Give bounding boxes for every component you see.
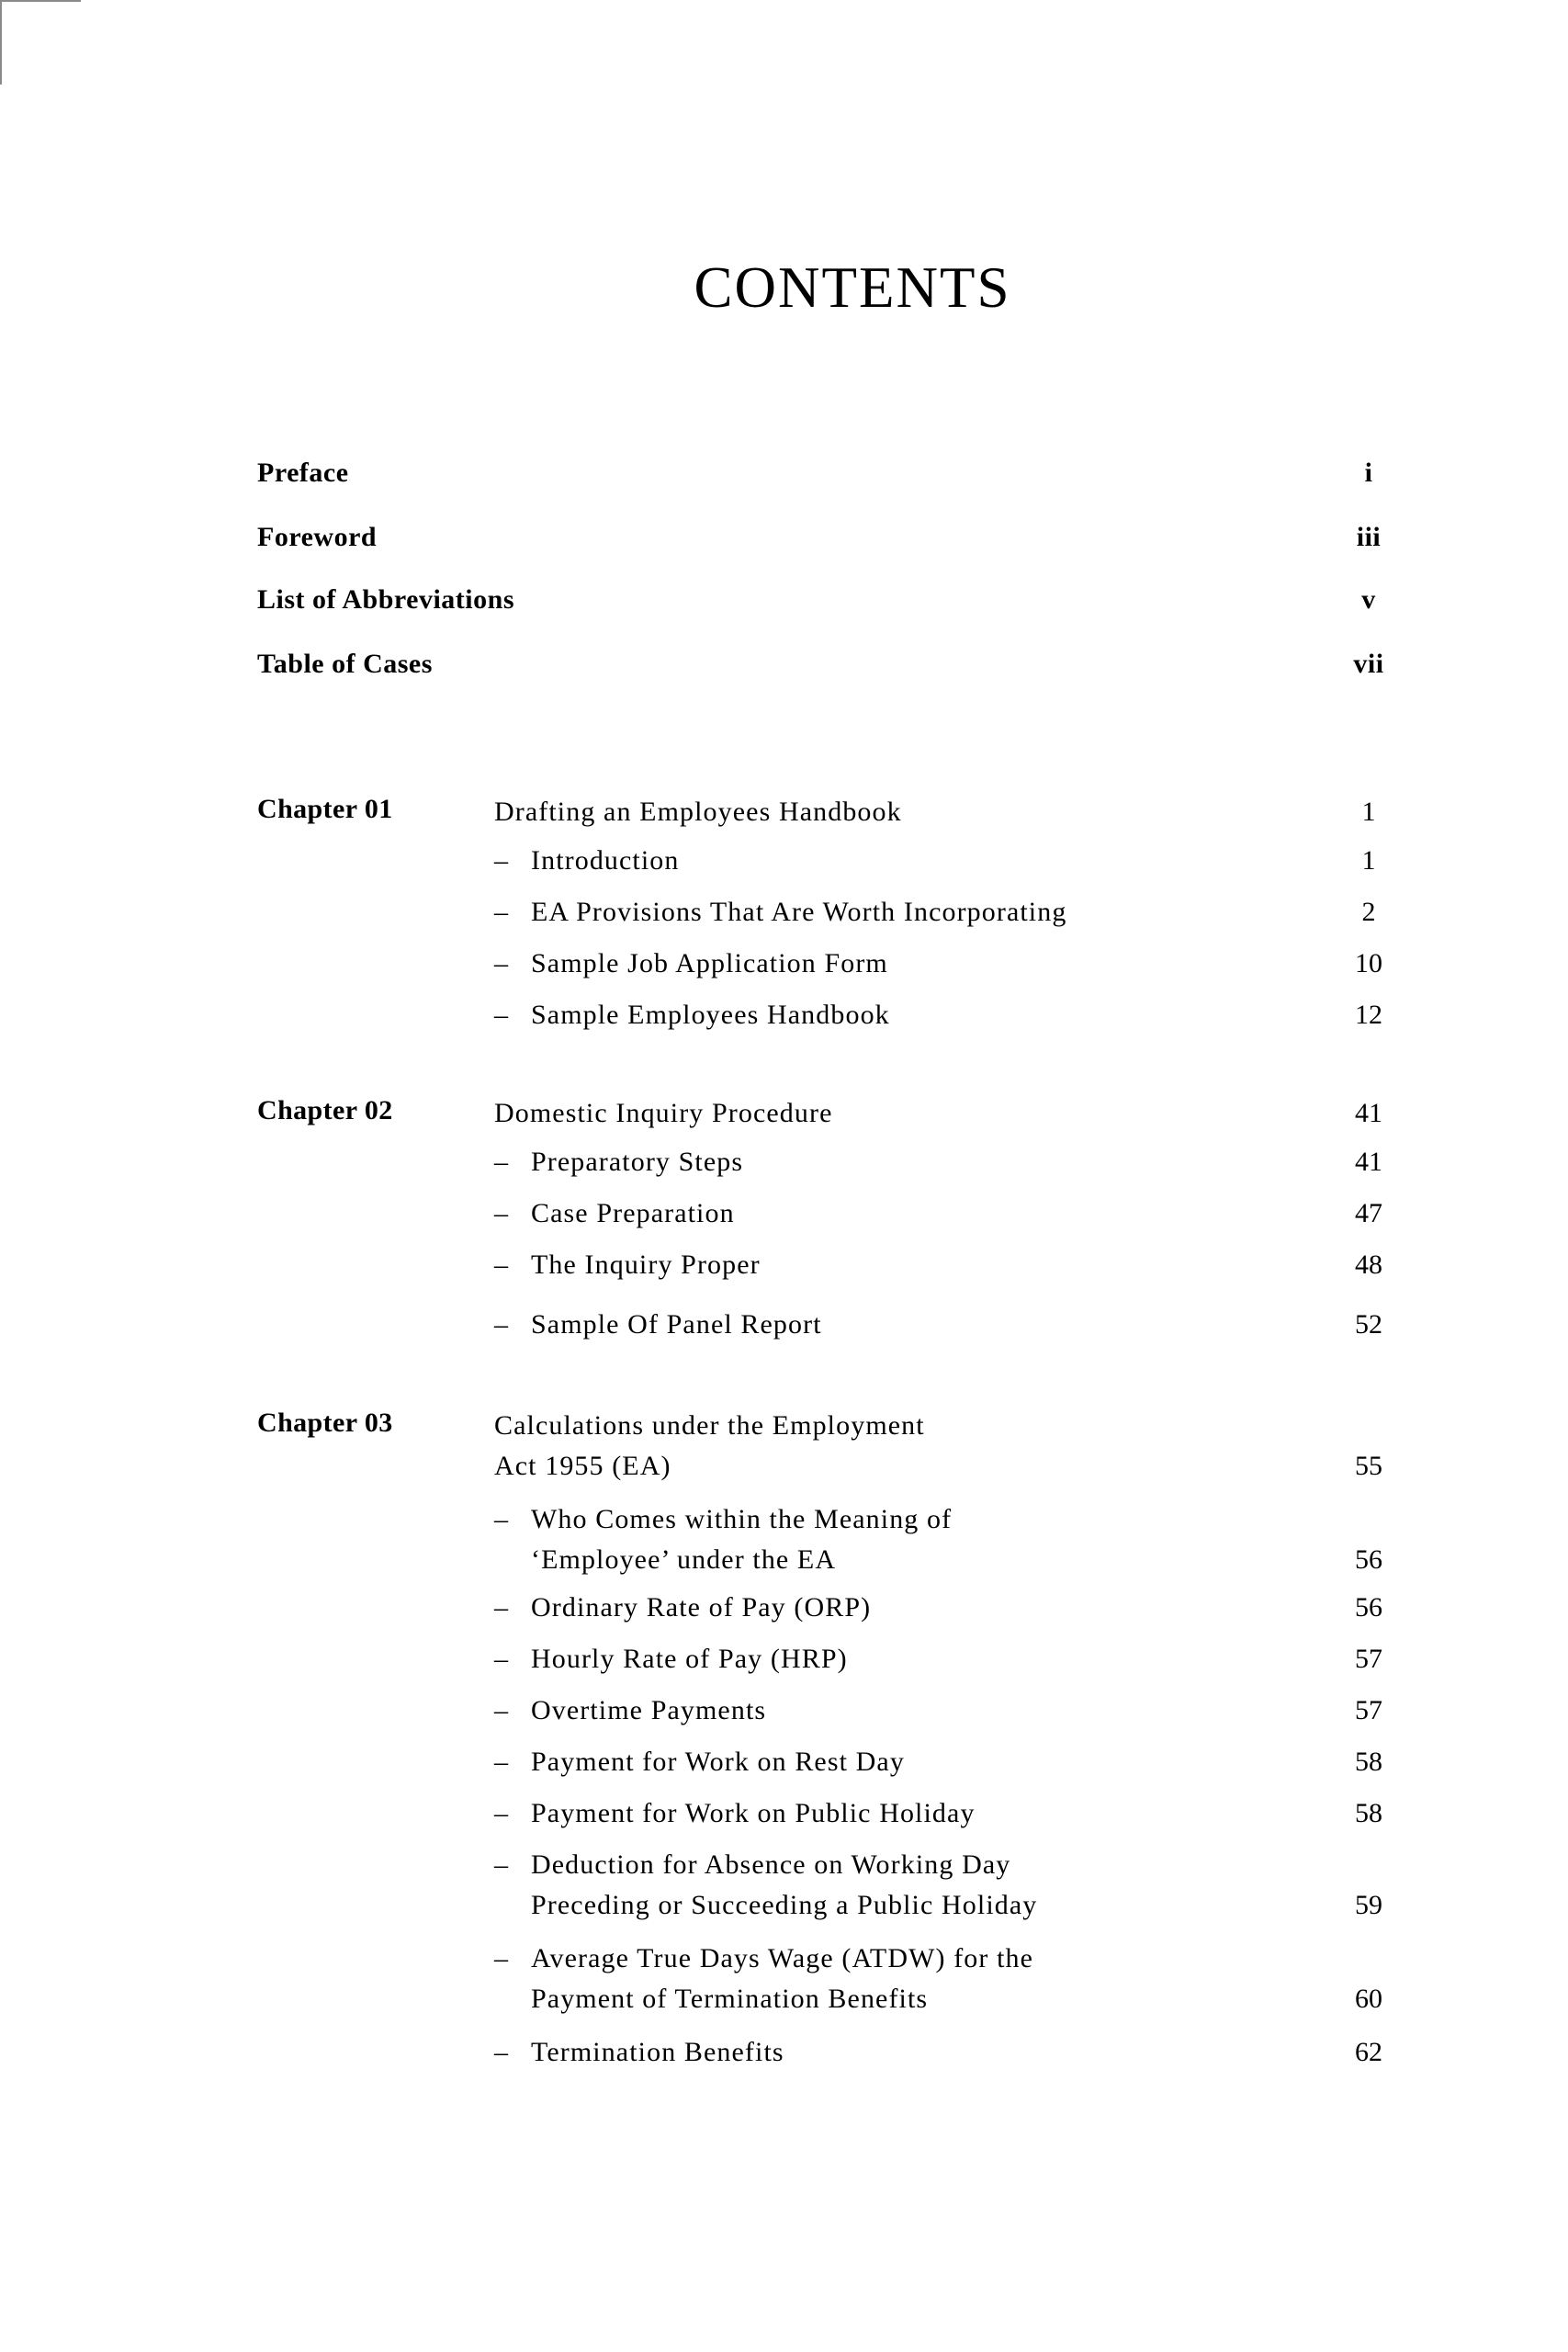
entry-dash-icon: – bbox=[494, 1798, 510, 1828]
entry-text-line: Payment for Work on Public Holiday bbox=[531, 1798, 976, 1828]
entry-text-line: Preparatory Steps bbox=[531, 1147, 744, 1177]
entry-page-number: 41 bbox=[1355, 1147, 1382, 1177]
toc-entry-text bbox=[494, 1305, 822, 1345]
front-matter-page-number: vii bbox=[1353, 649, 1384, 679]
toc-entry-text bbox=[494, 1939, 1033, 2019]
chapter-page-number: 55 bbox=[1355, 1451, 1382, 1481]
entry-dash-icon: – bbox=[494, 1198, 510, 1228]
entry-page-number: 62 bbox=[1355, 2037, 1382, 2067]
chapter-title bbox=[494, 792, 902, 832]
front-matter-label: Foreword bbox=[257, 522, 378, 552]
entry-dash-icon: – bbox=[494, 897, 510, 927]
chapter-title-line: Drafting an Employees Handbook bbox=[494, 797, 902, 827]
page-title: CONTENTS bbox=[694, 255, 1011, 320]
toc-entry-text bbox=[494, 1245, 761, 1285]
chapter-title bbox=[494, 1093, 833, 1134]
entry-text-line: Introduction bbox=[531, 845, 680, 876]
entry-dash-icon: – bbox=[494, 1147, 510, 1177]
toc-entry-text bbox=[494, 1742, 905, 1782]
scan-edge-top bbox=[0, 0, 81, 2]
scan-edge-left bbox=[0, 0, 2, 85]
entry-text-line: Sample Job Application Form bbox=[531, 948, 888, 978]
entry-page-number: 57 bbox=[1355, 1695, 1382, 1725]
entry-text-line: Average True Days Wage (ATDW) for the bbox=[531, 1943, 1034, 1973]
front-matter-label: Table of Cases bbox=[257, 649, 433, 679]
entry-dash-icon: – bbox=[494, 1250, 510, 1280]
toc-entry-text bbox=[494, 1639, 848, 1679]
front-matter-page-number: iii bbox=[1356, 522, 1382, 552]
entry-dash-icon: – bbox=[494, 1747, 510, 1777]
toc-entry-text bbox=[494, 2032, 784, 2073]
entry-page-number: 48 bbox=[1355, 1250, 1382, 1280]
entry-dash-icon: – bbox=[494, 1504, 510, 1534]
entry-text-line: Who Comes within the Meaning of bbox=[531, 1504, 953, 1534]
front-matter-label: List of Abbreviations bbox=[257, 584, 514, 615]
entry-page-number: 56 bbox=[1355, 1592, 1382, 1623]
entry-text-line: ‘Employee’ under the EA bbox=[531, 1544, 837, 1575]
toc-entry-text bbox=[494, 1193, 735, 1234]
chapter-label: Chapter 03 bbox=[257, 1408, 393, 1438]
entry-text-line: Preceding or Succeeding a Public Holiday bbox=[531, 1890, 1038, 1920]
entry-text-line: Sample Of Panel Report bbox=[531, 1309, 822, 1340]
front-matter-page-number: i bbox=[1364, 458, 1373, 488]
entry-dash-icon: – bbox=[494, 1943, 510, 1973]
entry-text-line: Sample Employees Handbook bbox=[531, 1000, 890, 1030]
entry-page-number: 57 bbox=[1355, 1644, 1382, 1674]
entry-page-number: 10 bbox=[1355, 948, 1382, 978]
entry-text-line: Payment of Termination Benefits bbox=[531, 1984, 929, 2014]
entry-page-number: 2 bbox=[1361, 897, 1376, 927]
entry-dash-icon: – bbox=[494, 845, 510, 876]
chapter-title-line: Calculations under the Employment bbox=[494, 1410, 925, 1441]
entry-text-line: The Inquiry Proper bbox=[531, 1250, 761, 1280]
entry-text-line: Payment for Work on Rest Day bbox=[531, 1747, 905, 1777]
toc-entry-text bbox=[494, 1690, 766, 1731]
entry-text-line: Ordinary Rate of Pay (ORP) bbox=[531, 1592, 872, 1623]
entry-dash-icon: – bbox=[494, 1592, 510, 1623]
entry-dash-icon: – bbox=[494, 1000, 510, 1030]
chapter-label: Chapter 02 bbox=[257, 1095, 393, 1125]
toc-entry-text bbox=[494, 1499, 952, 1580]
toc-entry-text bbox=[494, 841, 680, 881]
chapter-title bbox=[494, 1406, 925, 1487]
entry-text-line: Overtime Payments bbox=[531, 1695, 767, 1725]
entry-text-line: Termination Benefits bbox=[531, 2037, 784, 2067]
chapter-title-line: Domestic Inquiry Procedure bbox=[494, 1098, 833, 1128]
chapter-label: Chapter 01 bbox=[257, 794, 393, 824]
front-matter-page-number: v bbox=[1361, 584, 1376, 615]
entry-dash-icon: – bbox=[494, 2037, 510, 2067]
chapter-page-number: 1 bbox=[1361, 797, 1376, 827]
entry-text-line: Deduction for Absence on Working Day bbox=[531, 1849, 1011, 1880]
front-matter-label: Preface bbox=[257, 458, 349, 488]
entry-page-number: 58 bbox=[1355, 1798, 1382, 1828]
toc-entry-text bbox=[494, 1793, 976, 1834]
entry-text-line: EA Provisions That Are Worth Incorporating bbox=[531, 897, 1067, 927]
entry-text-line: Case Preparation bbox=[531, 1198, 735, 1228]
entry-text-line: Hourly Rate of Pay (HRP) bbox=[531, 1644, 848, 1674]
entry-dash-icon: – bbox=[494, 1695, 510, 1725]
entry-page-number: 58 bbox=[1355, 1747, 1382, 1777]
entry-page-number: 59 bbox=[1355, 1890, 1382, 1920]
entry-dash-icon: – bbox=[494, 948, 510, 978]
entry-page-number: 60 bbox=[1355, 1984, 1382, 2014]
toc-entry-text bbox=[494, 995, 890, 1035]
entry-dash-icon: – bbox=[494, 1644, 510, 1674]
toc-entry-text bbox=[494, 1588, 871, 1628]
entry-page-number: 52 bbox=[1355, 1309, 1382, 1340]
entry-page-number: 47 bbox=[1355, 1198, 1382, 1228]
chapter-page-number: 41 bbox=[1355, 1098, 1382, 1128]
entry-page-number: 56 bbox=[1355, 1544, 1382, 1575]
toc-entry-text bbox=[494, 1142, 743, 1182]
toc-entry-text bbox=[494, 1845, 1037, 1926]
toc-entry-text bbox=[494, 944, 888, 984]
entry-page-number: 12 bbox=[1355, 1000, 1382, 1030]
entry-dash-icon: – bbox=[494, 1309, 510, 1340]
entry-dash-icon: – bbox=[494, 1849, 510, 1880]
entry-page-number: 1 bbox=[1361, 845, 1376, 876]
chapter-title-line: Act 1955 (EA) bbox=[494, 1451, 671, 1481]
toc-entry-text bbox=[494, 892, 1066, 933]
